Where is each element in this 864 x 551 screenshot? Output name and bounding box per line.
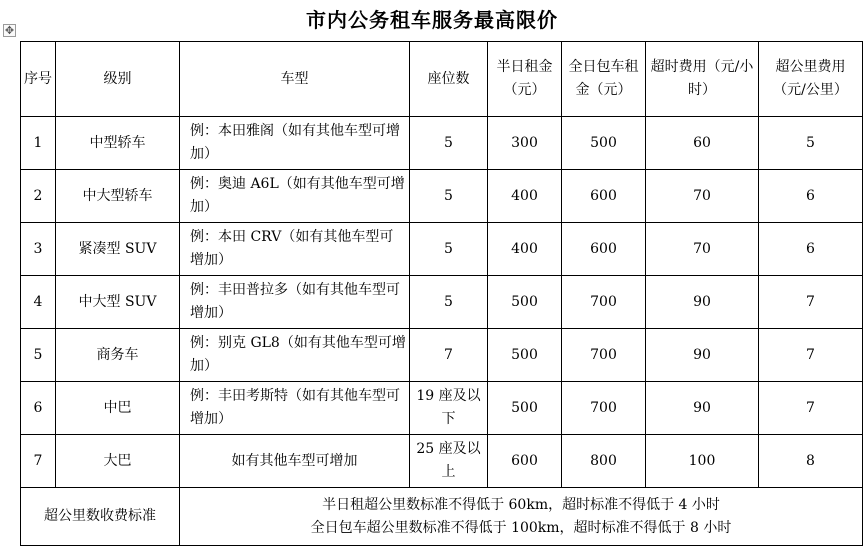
footer-line-full-day: 全日包车超公里数标准不得低于 100km，超时标准不得低于 8 小时 (310, 519, 732, 536)
cell-over-km: 7 (759, 382, 863, 435)
table-move-handle-icon[interactable]: ✥ (4, 24, 15, 37)
cell-seats: 5 (410, 117, 488, 170)
header-overtime: 超时费用（元/小时） (646, 42, 759, 117)
cell-over-km: 5 (759, 117, 863, 170)
header-half-day: 半日租金（元） (488, 42, 562, 117)
table-row (21, 170, 863, 223)
cell-model: 例：丰田普拉多（如有其他车型可增加） (180, 276, 410, 329)
table-row (21, 329, 863, 382)
cell-overtime: 90 (646, 382, 759, 435)
footer-label: 超公里数收费标准 (21, 488, 180, 546)
cell-level: 中大型轿车 (56, 170, 180, 223)
cell-model: 例：丰田考斯特（如有其他车型可增加） (180, 382, 410, 435)
cell-model: 如有其他车型可增加 (180, 435, 410, 488)
cell-seq: 3 (21, 223, 56, 276)
cell-seq: 1 (21, 117, 56, 170)
cell-model: 例：本田雅阁（如有其他车型可增加） (180, 117, 410, 170)
cell-seats: 7 (410, 329, 488, 382)
cell-half-day: 600 (488, 435, 562, 488)
cell-overtime: 100 (646, 435, 759, 488)
cell-seats: 5 (410, 223, 488, 276)
cell-seats: 19 座及以下 (410, 382, 488, 435)
cell-overtime: 60 (646, 117, 759, 170)
cell-level: 中型轿车 (56, 117, 180, 170)
header-seq: 序号 (21, 42, 56, 117)
header-model: 车型 (180, 42, 410, 117)
table-row (21, 223, 863, 276)
cell-half-day: 500 (488, 382, 562, 435)
table-row (21, 276, 863, 329)
rental-price-table (20, 41, 863, 546)
table-row (21, 382, 863, 435)
cell-seq: 4 (21, 276, 56, 329)
cell-full-day: 700 (562, 329, 646, 382)
cell-half-day: 400 (488, 170, 562, 223)
cell-seats: 5 (410, 276, 488, 329)
document-title: 市内公务租车服务最高限价 (306, 8, 558, 32)
cell-full-day: 800 (562, 435, 646, 488)
cell-seq: 5 (21, 329, 56, 382)
table-row (21, 435, 863, 488)
cell-half-day: 300 (488, 117, 562, 170)
footer-line-half-day: 半日租超公里数标准不得低于 60km，超时标准不得低于 4 小时 (322, 496, 720, 513)
cell-full-day: 700 (562, 276, 646, 329)
cell-seats: 25 座及以上 (410, 435, 488, 488)
cell-model: 例：别克 GL8（如有其他车型可增加） (180, 329, 410, 382)
cell-model: 例：本田 CRV（如有其他车型可增加） (180, 223, 410, 276)
header-over-km: 超公里费用（元/公里） (759, 42, 863, 117)
cell-over-km: 6 (759, 223, 863, 276)
cell-overtime: 90 (646, 329, 759, 382)
cell-level: 中巴 (56, 382, 180, 435)
cell-full-day: 600 (562, 170, 646, 223)
cell-seq: 7 (21, 435, 56, 488)
header-full-day: 全日包车租金（元） (562, 42, 646, 117)
header-seats: 座位数 (410, 42, 488, 117)
cell-half-day: 400 (488, 223, 562, 276)
cell-over-km: 7 (759, 276, 863, 329)
cell-over-km: 8 (759, 435, 863, 488)
cell-level: 大巴 (56, 435, 180, 488)
cell-level: 商务车 (56, 329, 180, 382)
cell-seats: 5 (410, 170, 488, 223)
cell-full-day: 500 (562, 117, 646, 170)
header-level: 级别 (56, 42, 180, 117)
cell-full-day: 700 (562, 382, 646, 435)
cell-half-day: 500 (488, 329, 562, 382)
cell-half-day: 500 (488, 276, 562, 329)
cell-level: 中大型 SUV (56, 276, 180, 329)
table-row (21, 117, 863, 170)
cell-over-km: 6 (759, 170, 863, 223)
cell-level: 紧凑型 SUV (56, 223, 180, 276)
table-header-row (21, 42, 863, 117)
footer-standard (180, 488, 863, 546)
cell-overtime: 90 (646, 276, 759, 329)
cell-over-km: 7 (759, 329, 863, 382)
cell-seq: 6 (21, 382, 56, 435)
cell-full-day: 600 (562, 223, 646, 276)
cell-seq: 2 (21, 170, 56, 223)
cell-overtime: 70 (646, 223, 759, 276)
cell-overtime: 70 (646, 170, 759, 223)
cell-model: 例：奥迪 A6L（如有其他车型可增加） (180, 170, 410, 223)
footer-row (21, 488, 863, 546)
